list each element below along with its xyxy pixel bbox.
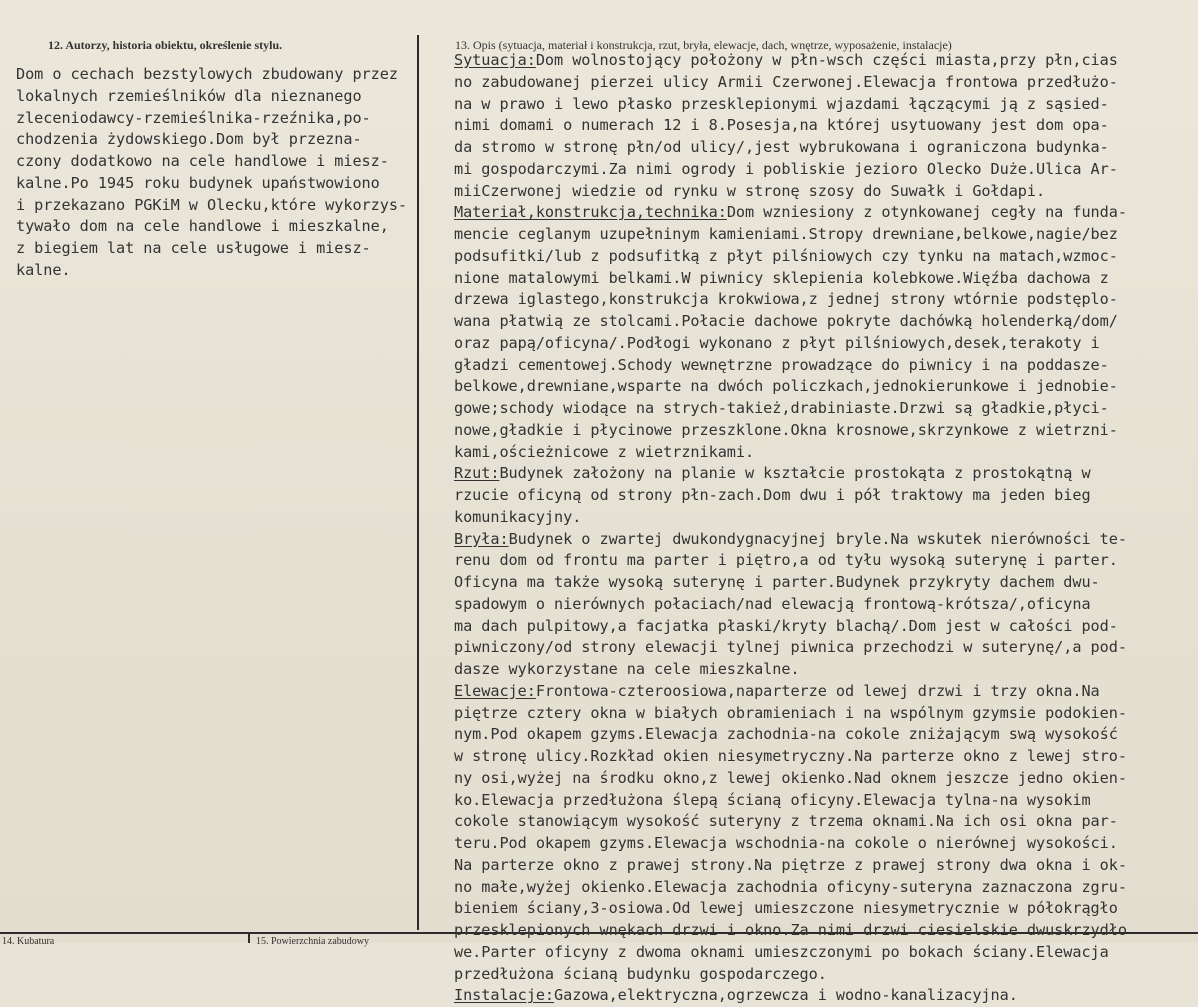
right-column-header: 13. Opis (sytuacja, materiał i konstrukcja, rzut, bryła, elewacje, dach, wnętrze, wyposażenie, instalacje) (455, 38, 952, 52)
section-text: gładzi cementowej.Schody wewnętrzne prowadzące do piwnicy i na poddasze- (454, 355, 1109, 374)
right-text-line (454, 637, 1127, 659)
right-text-line (454, 811, 1127, 833)
footer-label-volume: 14. Kubatura (2, 936, 55, 947)
right-text-line (454, 94, 1127, 116)
section-heading: Sytuacja: (454, 51, 536, 69)
section-text: na w prawo i lewo płasko przesklepionymi wjazdami łączącymi ją z sąsied- (454, 94, 1109, 113)
right-text-line (454, 268, 1127, 290)
section-text: ma dach pulpitowy,a facjatka płaski/kryty blachą/.Dom jest w całości pod- (454, 616, 1118, 635)
section-text: kami,ościeżnicowe z wietrznikami. (454, 442, 755, 461)
right-text-line (454, 550, 1127, 572)
section-text: komunikacyjny. (454, 507, 582, 526)
section-text: nowe,gładkie i płycinowe przeszklone.Okna krosnowe,skrzynkowe z wietrzni- (454, 420, 1118, 439)
right-text-line (454, 616, 1127, 638)
left-text-line: lokalnych rzemieślników dla nieznanego (16, 86, 362, 105)
section-text: rzucie oficyną od strony płn-zach.Dom dwu i pół traktowy ma jeden bieg (454, 486, 1091, 504)
right-text-line (454, 202, 1127, 224)
left-text-line: tywało dom na cele handlowe i mieszkalne, (16, 217, 389, 236)
section-text: ko.Elewacja przedłużona ślepą ścianą oficyny.Elewacja tylna-na wysokim (454, 790, 1091, 809)
section-heading: Materiał,konstrukcja,technika: (454, 203, 727, 222)
right-text-line (454, 289, 1127, 311)
right-text-line (454, 507, 1127, 529)
section-text: bieniem ściany,3-osiowa.Od lewej umieszczone niesymetrycznie w półokrągło (454, 899, 1118, 918)
right-text-line (454, 659, 1127, 681)
section-text: gowe;schody wiodące na strych-takież,drabiniaste.Drzwi są gładkie,płyci- (454, 399, 1109, 417)
left-text-line: i przekazano PGKiM w Olecku,które wykorzys- (16, 195, 408, 214)
right-text-line (454, 877, 1127, 899)
section-text: Dom wolnostojący położony w płn-wsch części miasta,przy płn,cias (535, 51, 1118, 69)
right-text-line (454, 746, 1127, 768)
right-text-line (454, 463, 1127, 485)
section-text: no zabudowanej pierzei ulicy Armii Czerwonej.Elewacja frontowa przedłużo- (454, 72, 1118, 91)
section-heading: Elewacje: (454, 681, 536, 700)
authors-history-text (16, 64, 407, 282)
section-text: Frontowa-czteroosiowa,naparterze od lewej drzwi i trzy okna.Na (535, 681, 1100, 700)
right-text-line (454, 159, 1127, 181)
right-text-line (454, 72, 1127, 94)
section-text: podsufitki/lub z podsufitką z płyt pilśniowych czy tynku na matach,wzmoc- (454, 246, 1118, 265)
section-text: miiCzerwonej wiedzie od rynku w stronę szosy do Suwałk i Gołdapi. (454, 181, 1046, 200)
section-text: ny osi,wyżej na środku okno,z lewej okienko.Nad oknem jeszcze jedno okien- (454, 768, 1127, 787)
section-text: renu dom od frontu ma parter i piętro,a od tyłu wysoką suterynę i parter. (454, 551, 1118, 570)
right-text-line (454, 376, 1127, 398)
section-text: we.Parter oficyny z dwoma oknami umieszczonymi po bokach ściany.Elewacja (454, 942, 1109, 961)
right-text-line (454, 768, 1127, 790)
right-text-line (454, 529, 1127, 551)
left-text-line: zleceniodawcy-rzemieślnika-rzeźnika,po- (16, 108, 371, 127)
section-text: Oficyna ma także wysoką suterynę i parter.Budynek przykryty dachem dwu- (454, 573, 1100, 591)
section-text: przesklepionych wnękach drzwi i okno.Za nimi drzwi ciesielskie dwuskrzydło (454, 921, 1127, 939)
description-text (454, 50, 1127, 1007)
right-text-line (454, 246, 1127, 268)
left-text-line: kalne.Po 1945 roku budynek upaństwowiono (16, 173, 380, 192)
section-text: wana płatwią ze stolcami.Połacie dachowe pokryte dachówką holenderką/dom/ (454, 312, 1118, 330)
section-text: no małe,wyżej okienko.Elewacja zachodnia oficyny-suteryna zaznaczona zgru- (454, 877, 1127, 896)
left-text-line: czony dodatkowo na cele handlowe i miesz- (16, 152, 389, 170)
right-text-line (454, 790, 1127, 812)
section-text: da stromo w stronę płn/od ulicy/,jest wybrukowana i ograniczona budynka- (454, 138, 1109, 156)
right-text-line (454, 703, 1127, 725)
section-text: spadowym o nierównych połaciach/nad elewacją frontową-krótsza/,oficyna (454, 594, 1091, 613)
left-column-header: 12. Autorzy, historia obiektu, określenie stylu. (48, 38, 283, 52)
section-text: piwniczony/od strony elewacji tylnej piwnica przechodzi w suterynę/,a pod- (454, 638, 1127, 657)
right-text-line (454, 50, 1127, 72)
section-heading: Rzut: (454, 464, 500, 483)
right-text-line (454, 964, 1127, 986)
right-text-line (454, 442, 1127, 464)
section-text: teru.Pod okapem gzyms.Elewacja wschodnia-na cokole o nierównej wysokości. (454, 834, 1118, 852)
right-text-line (454, 398, 1127, 420)
footer-label-area: 15. Powierzchnia zabudowy (256, 936, 370, 947)
right-text-line (454, 224, 1127, 246)
right-text-line (454, 355, 1127, 377)
section-text: nimi domami o numerach 12 i 8.Posesja,na której usytuowany jest dom opa- (454, 116, 1109, 135)
right-text-line (454, 311, 1127, 333)
section-text: przedłużona ścianą budynku gospodarczego. (454, 964, 827, 983)
section-text: nione matalowymi belkami.W piwnicy sklepienia kolebkowe.Więźba dachowa z (454, 268, 1109, 287)
section-text: belkowe,drewniane,wsparte na dwóch policzkach,jednokierunkowe i jednobie- (454, 377, 1118, 396)
right-text-line (454, 724, 1127, 746)
section-heading: Instalacje: (454, 986, 555, 1005)
right-text-line (454, 833, 1127, 855)
section-text: Dom wzniesiony z otynkowanej cegły na funda- (726, 203, 1127, 222)
right-text-line (454, 115, 1127, 137)
section-text: dasze wykorzystane na cele mieszkalne. (454, 660, 800, 678)
section-text: Budynek założony na planie w kształcie prostokąta z prostokątną w (499, 464, 1091, 483)
section-text: Na parterze okno z prawej strony.Na piętrze z prawej strony dwa okna i ok- (454, 855, 1127, 874)
right-text-line (454, 137, 1127, 159)
section-text: mi gospodarczymi.Za nimi ogrody i pobliskie jezioro Olecko Duże.Ulica Ar- (454, 159, 1118, 178)
right-text-line (454, 333, 1127, 355)
left-text-line: chodzenia żydowskiego.Dom był przezna- (16, 130, 362, 149)
right-text-line (454, 572, 1127, 594)
column-divider (417, 35, 419, 930)
section-heading: Bryła: (454, 529, 509, 548)
section-text: nym.Pod okapem gzyms.Elewacja zachodnia-na cokole zniżającym swą wysokość (454, 725, 1118, 744)
right-text-line (454, 420, 1127, 442)
left-text-line: Dom o cechach bezstylowych zbudowany przez (16, 65, 398, 83)
right-text-line (454, 985, 1127, 1007)
section-text: Gazowa,elektryczna,ogrzewcza i wodno-kanalizacyjna. (554, 986, 1018, 1005)
right-text-line (454, 920, 1127, 942)
right-text-line (454, 855, 1127, 877)
section-text: cokole stanowiącym wysokość suteryny z trzema oknami.Na ich osi okna par- (454, 812, 1118, 831)
footer-cell-divider (248, 934, 250, 943)
section-text: w stronę ulicy.Rozkład okien niesymetryczny.Na parterze okno z lewej stro- (454, 747, 1127, 765)
right-text-line (454, 485, 1127, 507)
right-text-line (454, 181, 1127, 203)
section-text: mencie ceglanym uzupełninym kamieniami.Stropy drewniane,belkowe,nagie/bez (454, 225, 1118, 243)
right-text-line (454, 898, 1127, 920)
section-text: oraz papą/oficyna/.Podłogi wykonano z płyt pilśniowych,desek,terakoty i (454, 333, 1100, 352)
right-text-line (454, 594, 1127, 616)
left-text-line: kalne. (16, 260, 71, 279)
section-text: drzewa iglastego,konstrukcja krokwiowa,z jednej strony wtórnie podstęplo- (454, 290, 1118, 309)
section-text: Budynek o zwartej dwukondygnacyjnej bryle.Na wskutek nierówności te- (508, 529, 1127, 548)
right-text-line (454, 681, 1127, 703)
right-text-line (454, 942, 1127, 964)
left-text-line: z biegiem lat na cele usługowe i miesz- (16, 239, 371, 257)
section-text: piętrze cztery okna w białych obramieniach i na wspólnym gzymsie podokien- (454, 703, 1127, 722)
